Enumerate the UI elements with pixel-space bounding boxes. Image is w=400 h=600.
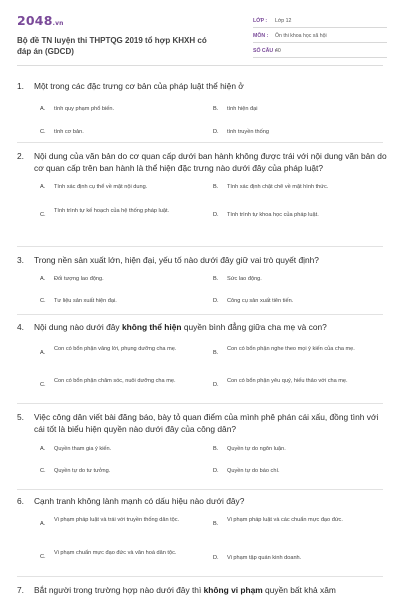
question-divider (17, 403, 383, 404)
option-text: tính cơ bản. (54, 128, 84, 135)
option-text: tính truyền thống (227, 128, 269, 135)
option-text: Sức lao động. (227, 275, 262, 282)
option-text: Công cụ sản xuất tiên tiến. (227, 297, 294, 304)
question-number: 3. (17, 255, 24, 265)
option-label: A. (40, 184, 46, 190)
question-text: Trong nền sản xuất lớn, hiện đại, yếu tố nào dưới đây giữ vai trò quyết định? (34, 255, 319, 265)
option-text: Quyền tham gia ý kiến. (54, 446, 112, 452)
option-text: Con có bổn phận nghe theo mọi ý kiến của cha mẹ. (227, 345, 355, 352)
question-divider (17, 246, 383, 247)
option-label: D. (213, 297, 219, 304)
option-label: A. (40, 349, 46, 356)
option-text: Con có bổn phận yêu quý, hiếu thảo với cha mẹ. (227, 377, 348, 384)
option-label: C. (40, 553, 46, 560)
option-label: B. (213, 520, 219, 527)
option-text: Vi phạm pháp luật và trái với truyền thống dân tộc. (54, 516, 180, 523)
question-1 (17, 81, 387, 135)
option-label: D. (213, 128, 219, 135)
question-6 (17, 496, 387, 561)
meta-key: SỐ CÂU : (253, 48, 277, 54)
question-number: 4. (17, 322, 24, 332)
option-label: A. (40, 275, 46, 282)
option-label: C. (40, 212, 46, 218)
option-label: D. (213, 468, 219, 474)
option-text: Tính trình tự khoa học của pháp luật. (227, 212, 319, 218)
question-text: Cạnh tranh không lành mạnh có dấu hiệu nào dưới đây? (34, 496, 245, 506)
meta-key: LỚP : (253, 18, 268, 24)
question-stem (17, 322, 387, 334)
question-stem (17, 151, 387, 174)
question-divider (17, 576, 383, 577)
question-5 (17, 412, 387, 474)
question-stem (17, 255, 387, 267)
header-divider (17, 65, 383, 66)
question-stem (17, 412, 387, 435)
question-text: Việc công dân viết bài đăng báo, bày tỏ quan điểm của mình phê phán cái xấu, đồng tình với cái tốt là biểu hiện quyền nào dưới đây của công dân? (34, 412, 379, 434)
option-label: B. (213, 446, 219, 452)
option-label: D. (213, 554, 219, 561)
option-label: C. (40, 128, 46, 135)
option-text: Tính xác định cụ thể về mặt nội dung. (54, 184, 148, 190)
question-2 (17, 151, 387, 218)
meta-value: 40 (275, 48, 281, 54)
option-text: Vi phạm pháp luật và các chuẩn mực đạo đức. (227, 516, 343, 523)
document-title: Bộ đề TN luyện thi THPTQG 2019 tổ hợp KHXH có đáp án (GDCD) (17, 36, 207, 56)
question-text-tail: quyền bất khả xâm (262, 585, 336, 595)
option-label: B. (213, 349, 219, 356)
meta-value: Lớp 12 (275, 18, 292, 24)
option-text: tính hiện đại (227, 105, 258, 112)
meta-value: Ôn thi khoa học xã hội (275, 33, 327, 39)
meta-key: MÔN : (253, 33, 269, 39)
site-logo[interactable] (17, 13, 64, 28)
question-stem (17, 81, 387, 93)
question-divider (17, 489, 383, 490)
logo-main: 2048 (17, 13, 53, 28)
option-label: C. (40, 381, 46, 388)
option-label: A. (40, 446, 46, 452)
option-label: D. (213, 212, 219, 218)
question-text: Nội dung của văn bản do cơ quan cấp dưới ban hành không được trái với nội dung văn bản do cơ quan cấp trên ban hành là thể hiện đặc trưng nào dưới đây của pháp luật? (34, 151, 387, 173)
option-text: Quyền tự do báo chí. (227, 468, 280, 474)
question-emphasis: không thể hiện (121, 322, 182, 332)
question-number: 2. (17, 151, 24, 161)
question-number: 1. (17, 81, 24, 91)
option-label: D. (213, 381, 219, 388)
meta-class (253, 13, 387, 28)
logo-suffix: .vn (52, 20, 64, 27)
option-text: Tính xác định chặt chẽ về mặt hình thức. (227, 184, 329, 190)
option-label: B. (213, 275, 219, 282)
question-emphasis: không vi phạm (203, 585, 263, 595)
option-text: Tính trình tự kế hoạch của hệ thống pháp luật. (54, 208, 170, 214)
question-stem (17, 496, 387, 508)
meta-question-count (253, 43, 387, 58)
meta-subject (253, 28, 387, 43)
option-text: Vi phạm tập quán kinh doanh. (227, 554, 302, 561)
question-3 (17, 255, 387, 304)
option-text: Vi phạm chuẩn mực đạo đức và văn hoá dân tộc. (54, 549, 177, 556)
document-meta (253, 13, 387, 58)
question-text: Nội dung nào dưới đây (34, 322, 122, 332)
option-label: C. (40, 297, 46, 304)
option-label: B. (213, 105, 219, 112)
option-text: Con có bổn phận vâng lời, phụng dưỡng cha mẹ. (54, 345, 177, 352)
option-label: C. (40, 468, 46, 474)
question-text: Bắt người trong trường hợp nào dưới đây thì (34, 585, 204, 595)
option-label: B. (213, 184, 219, 190)
option-label: A. (40, 105, 46, 112)
question-text-tail: quyền bình đẳng giữa cha mẹ và con? (181, 322, 327, 332)
question-stem (17, 585, 387, 597)
question-number: 7. (17, 585, 24, 595)
option-text: Tư liệu sản xuất hiện đại. (54, 297, 117, 304)
option-text: Quyền tự do tư tưởng. (54, 468, 111, 474)
option-text: Đối tượng lao động. (54, 275, 104, 282)
page-header (17, 13, 387, 63)
option-text: tính quy phạm phổ biến. (54, 105, 115, 112)
question-7 (17, 585, 387, 597)
question-divider (17, 314, 383, 315)
question-4 (17, 322, 387, 388)
option-text: Quyền tự do ngôn luận. (227, 446, 286, 452)
question-number: 5. (17, 412, 24, 422)
question-number: 6. (17, 496, 24, 506)
question-text: Một trong các đặc trưng cơ bản của pháp luật thể hiện ở (34, 81, 244, 91)
question-divider (17, 142, 383, 143)
option-label: A. (40, 520, 46, 527)
option-text: Con có bổn phận chăm sóc, nuôi dưỡng cha mẹ. (54, 377, 176, 384)
